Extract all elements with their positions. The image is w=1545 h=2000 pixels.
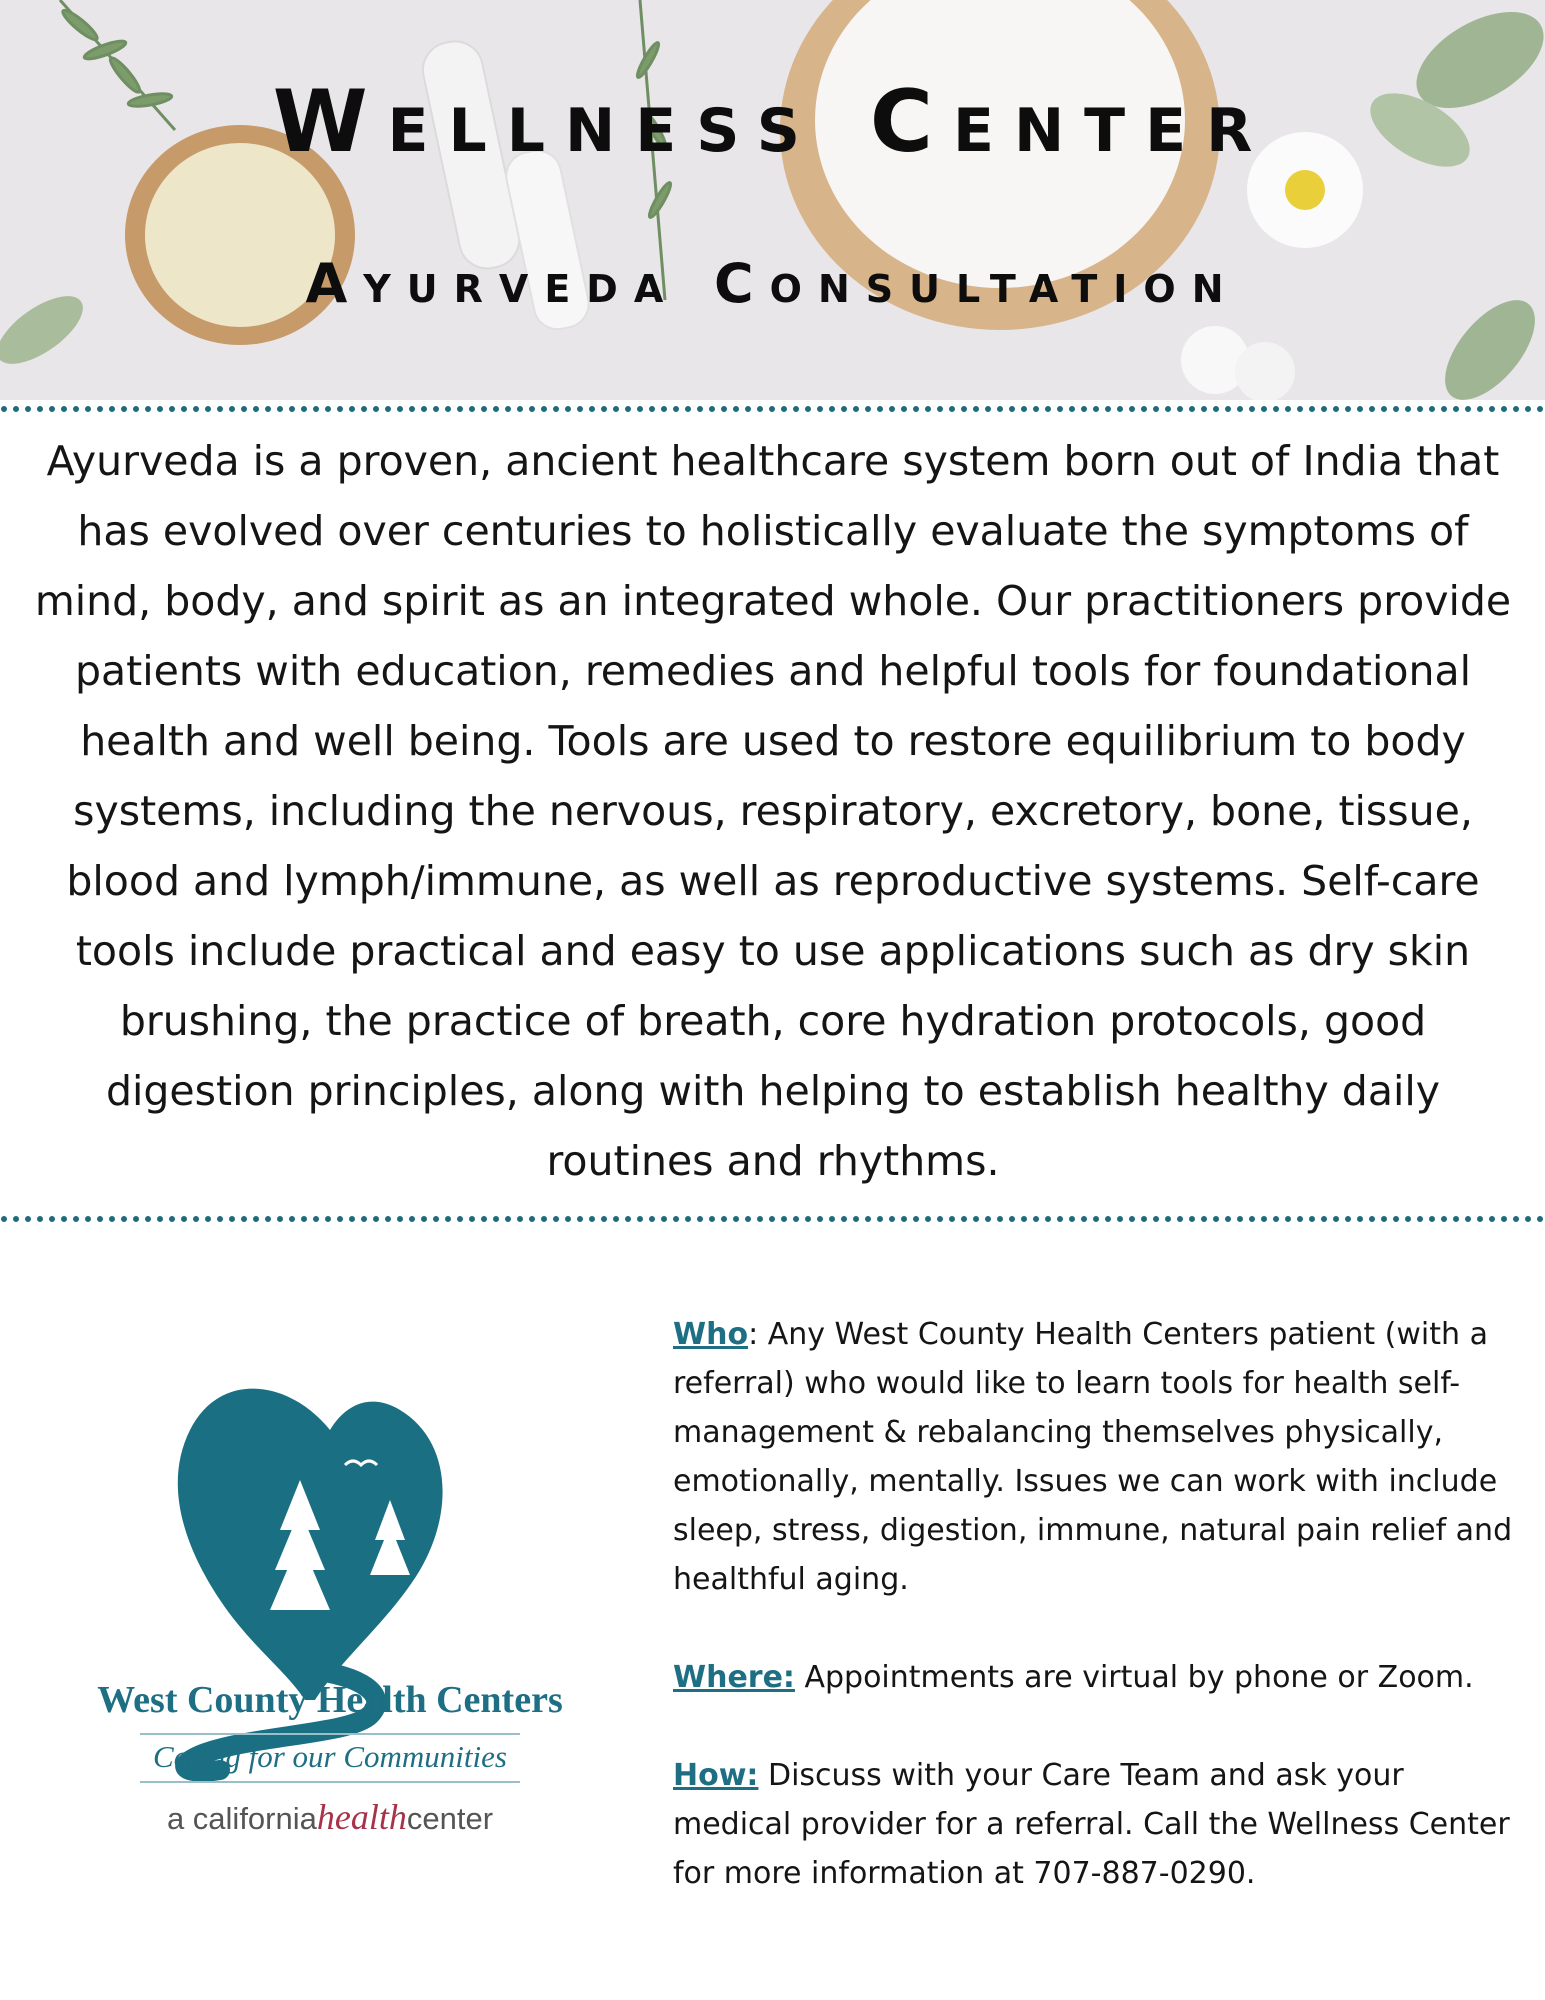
intro-paragraph: Ayurveda is a proven, ancient healthcare system born out of India that has evolved over centuries to holistically evaluate the symptoms of mind, body, and spirit as an integrated whole. Our practitioners provide patients with education, remedies and helpful tools for foundational health and well being. Tools are used to restore equilibrium to body systems, including the nervous, respiratory, excretory, bone, tissue, blood and lymph/immune, as well as reproductive systems. Self-care tools include practical and easy to use applications such as dry skin brushing, the practice of breath, core hydration protocols, good digestion principles, along with helping to establish healthy daily routines and rhythms.	[34, 437, 1512, 1185]
affiliation-prefix: a california	[166, 1801, 317, 1836]
who-label: Who	[673, 1317, 749, 1352]
page-title: Wellness Center	[272, 72, 1273, 172]
spa-background-image	[0, 0, 1545, 400]
affiliation-suffix: center	[406, 1801, 494, 1836]
info-column	[673, 1310, 1513, 1947]
how-text: Discuss with your Care Team and ask your medical provider for a referral. Call the Wellness Center for more information at 707-887-0290.	[673, 1758, 1510, 1891]
where-label: Where:	[673, 1660, 795, 1695]
header-banner	[0, 0, 1545, 400]
dotted-divider-bottom	[0, 1214, 1545, 1224]
org-name: West County Health Centers	[97, 1679, 563, 1721]
dotted-divider-top	[0, 404, 1545, 414]
how-label: How:	[673, 1758, 759, 1793]
where-text: Appointments are virtual by phone or Zoom.	[794, 1660, 1474, 1695]
affiliation-line	[70, 1796, 590, 1838]
where-section	[673, 1653, 1513, 1702]
how-section	[673, 1751, 1513, 1898]
who-text: : Any West County Health Centers patient (with a referral) who would like to learn tools for health self-management & rebalancing themselves physically, emotionally, mentally. Issues we can work with include sleep, stress, digestion, immune, natural pain relief and healthful aging.	[673, 1317, 1513, 1597]
affiliation-health: health	[316, 1797, 407, 1837]
page-subtitle: Ayurveda Consultation	[305, 252, 1240, 315]
who-section	[673, 1310, 1513, 1604]
org-tagline: Caring for our Communities	[140, 1733, 520, 1783]
